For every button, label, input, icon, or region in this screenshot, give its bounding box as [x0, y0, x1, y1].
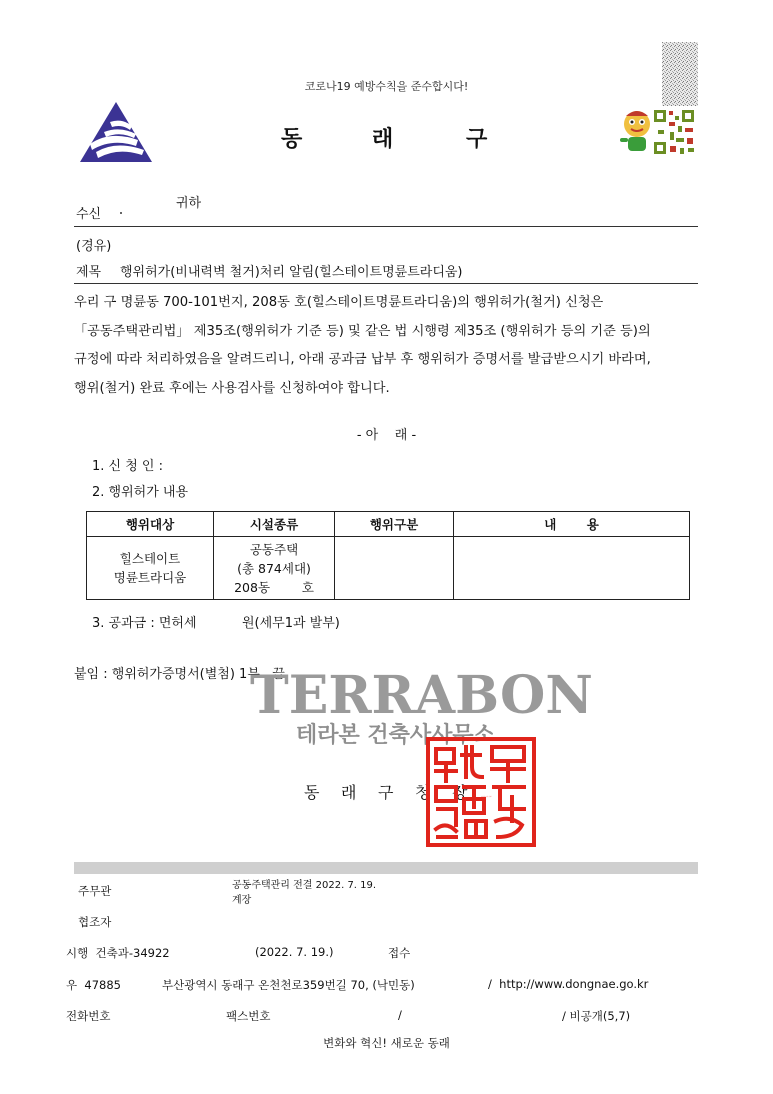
table-header: 행위대상	[87, 512, 214, 537]
cell-action	[335, 537, 454, 600]
recipient-honorific: 귀하	[176, 196, 202, 211]
watermark-brand: TERRABON	[250, 665, 593, 726]
footer-url-link[interactable]: / http://www.dongnae.go.kr	[488, 977, 649, 991]
cell-target	[87, 537, 214, 600]
footer-slogan: 변화와 혁신! 새로운 동래	[323, 1036, 450, 1050]
org-title-char-3: 구	[466, 127, 490, 152]
signature-char: 래	[341, 783, 357, 802]
signature-char: 장	[452, 783, 468, 802]
via-text: (경유)	[76, 239, 112, 254]
attachment-text: 붙임 : 행위허가증명서(별첨) 1부. 끝	[74, 667, 285, 682]
cell-facility	[214, 537, 335, 600]
cell-line: 공동주택	[249, 541, 299, 557]
recipient-dot	[120, 212, 122, 214]
footer-approval-line2: 계장	[232, 895, 252, 906]
signature-char: 동	[304, 783, 320, 802]
cell-line: 힐스테이트	[119, 551, 181, 566]
cell-line: 명륜트라디움	[113, 570, 187, 585]
seal-text: 부산광역시동래구청장인	[481, 797, 492, 798]
watermark-sub: 테라본 건축사사무소	[296, 723, 495, 748]
section-marker: - 아 래 -	[356, 428, 417, 443]
footer-cooperator-label: 협조자	[78, 915, 112, 929]
item-applicant: 1. 신 청 인 :	[92, 459, 163, 474]
item-content-label: 2. 행위허가 내용	[92, 485, 189, 500]
footer-slash: /	[398, 1008, 402, 1022]
permit-table	[86, 511, 690, 600]
cell-content	[454, 537, 690, 600]
body-line: 행위(철거) 완료 후에는 사용검사를 신청하여야 합니다.	[74, 380, 390, 396]
header-slogan: 코로나19 예방수칙을 준수합시다!	[304, 80, 469, 93]
footer-fax-label: 팩스번호	[226, 1009, 271, 1023]
footer-postal: 우 47885	[66, 978, 122, 992]
footer-phone-label: 전화번호	[66, 1009, 111, 1023]
body-paragraph	[74, 289, 704, 403]
footer-band	[74, 862, 698, 874]
body-line: 규정에 따라 처리하였음을 알려드리니, 아래 공과금 납부 후 행위허가 증명서를 발급받으시기 바라며,	[74, 352, 651, 367]
org-title-char-1: 동	[281, 127, 305, 152]
table-header: 내 용	[454, 512, 690, 537]
subject-text: 행위허가(비내력벽 철거)처리 알림(힐스테이트명륜트라디움)	[120, 265, 463, 280]
rule-top	[74, 226, 698, 227]
org-title-char-2: 래	[372, 127, 396, 152]
signature-char: 청	[415, 783, 431, 802]
footer-disclosure: / 비공개(5,7)	[562, 1009, 631, 1023]
signature-char: 구	[378, 783, 394, 802]
scan-noise-icon	[662, 42, 698, 106]
table-header: 행위구분	[335, 512, 454, 537]
footer-supervisor-label: 주무관	[78, 884, 112, 898]
official-seal-icon	[426, 737, 536, 847]
mascot-icon	[620, 108, 654, 154]
footer-receipt: 접수	[388, 946, 411, 960]
footer-approval-line1: 공동주택관리 전결 2022. 7. 19.	[232, 880, 377, 891]
dongnae-logo-icon	[76, 100, 156, 166]
footer-enforcement: 시행 건축과-34922	[66, 946, 170, 960]
cell-line: 208동 호	[234, 579, 314, 595]
body-line: 우리 구 명륜동 700-101번지, 208동 호(힐스테이트명륜트라디움)의 행위허가(철거) 신청은	[74, 295, 604, 310]
footer-address: 부산광역시 동래구 온천천로359번길 70, (낙민동)	[162, 978, 415, 992]
rule-subject	[74, 283, 698, 284]
table-header: 시설종류	[214, 512, 335, 537]
recipient-label: 수신	[76, 207, 102, 222]
item-fee: 3. 공과금 : 면허세 원(세무1과 발부)	[92, 616, 340, 631]
subject-label: 제목	[76, 265, 102, 280]
body-line: 「공동주택관리법」 제35조(행위허가 기준 등) 및 같은 법 시행령 제35조 (행위허가 등의 기준 등)의	[74, 323, 651, 339]
qr-code-icon	[652, 108, 696, 156]
table-row	[87, 537, 690, 600]
cell-line: (총 874세대)	[237, 560, 311, 576]
footer-enforcement-date: (2022. 7. 19.)	[255, 945, 334, 959]
